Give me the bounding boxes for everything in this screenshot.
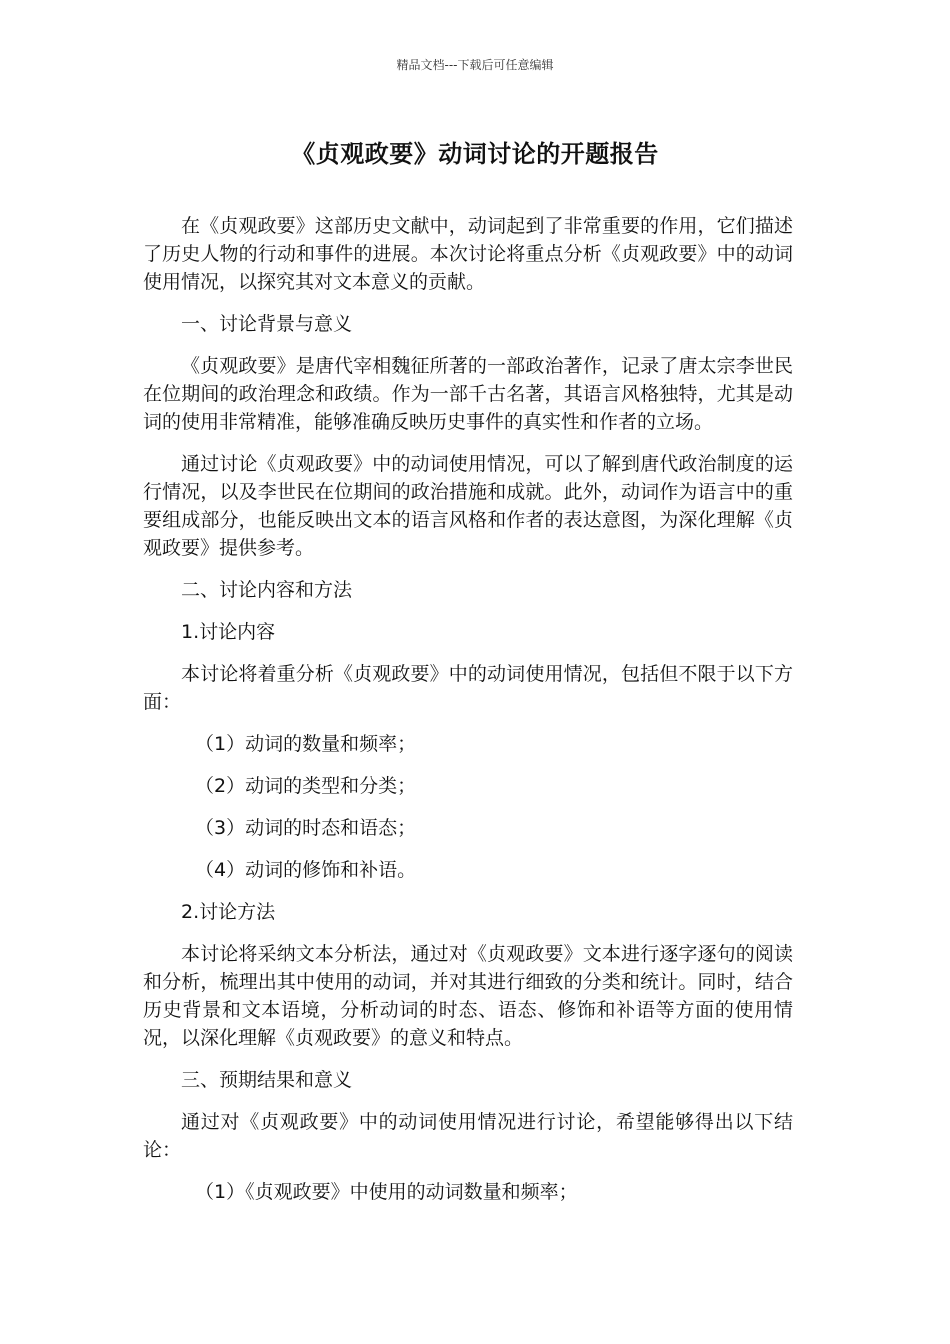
subsection-heading-content: 1.讨论内容 bbox=[181, 621, 276, 643]
paragraph-content: 本讨论将着重分析《贞观政要》中的动词使用情况，包括但不限于以下方面： bbox=[143, 663, 793, 713]
document-title: 《贞观政要》动词讨论的开题报告 bbox=[291, 140, 659, 168]
list-item: （3）动词的时态和语态； bbox=[195, 817, 417, 839]
list-item: （4）动词的修饰和补语。 bbox=[195, 859, 417, 881]
list-item: （2）动词的类型和分类； bbox=[195, 775, 417, 797]
page-header: 精品文档---下载后可任意编辑 bbox=[396, 58, 554, 72]
section-heading-background: 一、讨论背景与意义 bbox=[181, 313, 353, 335]
section-heading-expected-results: 三、预期结果和意义 bbox=[181, 1069, 353, 1091]
paragraph-expected-results: 通过对《贞观政要》中的动词使用情况进行讨论，希望能够得出以下结论： bbox=[143, 1111, 793, 1161]
paragraph-background-2: 通过讨论《贞观政要》中的动词使用情况，可以了解到唐代政治制度的运行情况，以及李世民在位期间的政治措施和成就。此外，动词作为语言中的重要组成部分，也能反映出文本的语言风格和作者的表达意图，为深化理解《贞观政要》提供参考。 bbox=[143, 453, 793, 559]
paragraph-intro: 在《贞观政要》这部历史文献中，动词起到了非常重要的作用，它们描述了历史人物的行动和事件的进展。本次讨论将重点分析《贞观政要》中的动词使用情况，以探究其对文本意义的贡献。 bbox=[143, 215, 793, 293]
list-item: （1）动词的数量和频率； bbox=[195, 733, 417, 755]
section-heading-content-method: 二、讨论内容和方法 bbox=[181, 579, 353, 601]
paragraph-background-1: 《贞观政要》是唐代宰相魏征所著的一部政治著作，记录了唐太宗李世民在位期间的政治理念和政绩。作为一部千古名著，其语言风格独特，尤其是动词的使用非常精准，能够准确反映历史事件的真实性和作者的立场。 bbox=[143, 355, 793, 433]
list-item: （1）《贞观政要》中使用的动词数量和频率； bbox=[195, 1181, 578, 1203]
document-body bbox=[143, 212, 793, 1220]
paragraph-method: 本讨论将采纳文本分析法，通过对《贞观政要》文本进行逐字逐句的阅读和分析，梳理出其中使用的动词，并对其进行细致的分类和统计。同时，结合历史背景和文本语境，分析动词的时态、语态、修饰和补语等方面的使用情况，以深化理解《贞观政要》的意义和特点。 bbox=[143, 943, 793, 1049]
subsection-heading-method: 2.讨论方法 bbox=[181, 901, 276, 923]
